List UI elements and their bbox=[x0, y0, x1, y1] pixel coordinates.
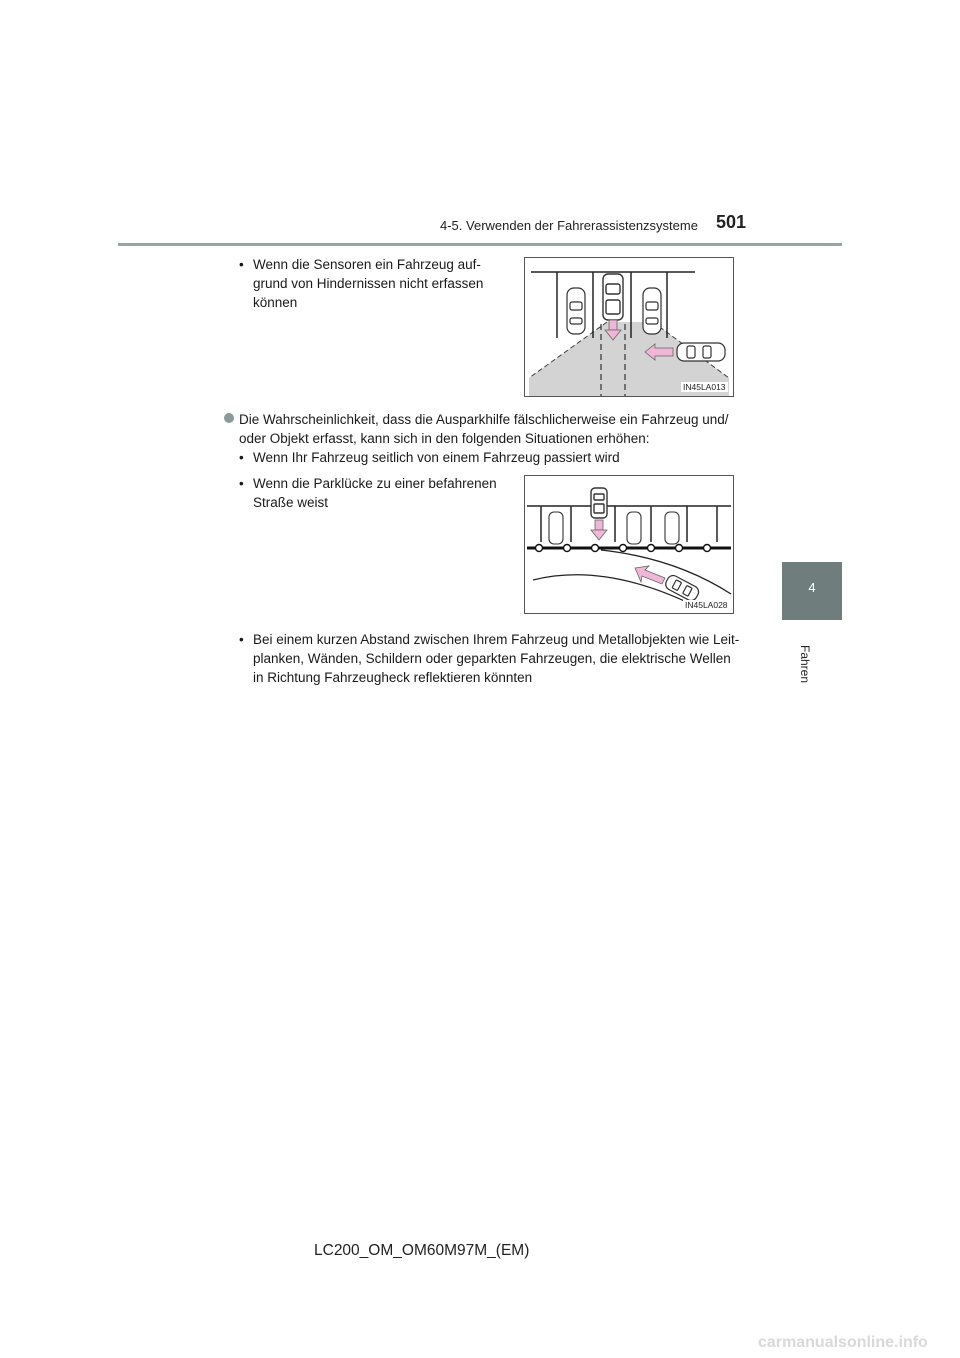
chapter-tab bbox=[782, 562, 842, 620]
own-car bbox=[591, 488, 607, 518]
watermark: carmanualsonline.info bbox=[758, 1334, 928, 1351]
figure-parking-sensors-blocked bbox=[524, 257, 734, 397]
bullet-1-line-3: können bbox=[253, 295, 298, 310]
paragraph-bullet bbox=[224, 413, 234, 423]
figure-2-drawing bbox=[525, 476, 733, 613]
parked-car-2 bbox=[627, 512, 641, 544]
chapter-label: Fahren bbox=[798, 645, 812, 684]
parked-car-left bbox=[567, 288, 585, 334]
chapter-number: 4 bbox=[808, 580, 816, 595]
approaching-car bbox=[677, 343, 725, 361]
figure-1-code: IN45LA013 bbox=[683, 382, 726, 392]
bullet-3-line-1: Wenn die Parklücke zu einer befahrenen bbox=[253, 476, 497, 491]
bullet-marker: • bbox=[239, 450, 244, 465]
reverse-arrow bbox=[591, 520, 607, 540]
approaching-car bbox=[664, 573, 701, 602]
bullet-4-line-3: in Richtung Fahrzeugheck reflektieren könnten bbox=[253, 670, 533, 685]
own-car bbox=[603, 274, 623, 320]
bullet-marker: • bbox=[239, 632, 244, 647]
bullet-3-line-2: Straße weist bbox=[253, 495, 329, 510]
parked-car-1 bbox=[549, 512, 563, 544]
page-number: 501 bbox=[716, 212, 747, 232]
bullet-4-line-1: Bei einem kurzen Abstand zwischen Ihrem Fahrzeug und Metallobjekten wie Leit- bbox=[253, 632, 740, 647]
figure-1-drawing bbox=[525, 258, 733, 396]
paragraph-line-2: oder Objekt erfasst, kann sich in den folgenden Situationen erhöhen: bbox=[239, 431, 650, 446]
parked-car-3 bbox=[665, 512, 679, 544]
bullet-marker: • bbox=[239, 257, 244, 272]
figure-2-code: IN45LA028 bbox=[685, 600, 728, 610]
bullet-marker: • bbox=[239, 476, 244, 491]
parked-car-right bbox=[643, 288, 661, 334]
figure-parking-toward-road bbox=[524, 475, 734, 614]
bullet-2-text: Wenn Ihr Fahrzeug seitlich von einem Fahrzeug passiert wird bbox=[253, 450, 620, 465]
paragraph-line-1: Die Wahrscheinlichkeit, dass die Ausparkhilfe fälschlicherweise ein Fahrzeug und/ bbox=[239, 412, 729, 427]
section-title: 4-5. Verwenden der Fahrerassistenzsysteme bbox=[440, 218, 698, 233]
bullet-4-line-2: planken, Wänden, Schildern oder geparkten Fahrzeugen, die elektrische Wellen bbox=[253, 651, 731, 666]
header-divider bbox=[118, 243, 842, 246]
bullet-1-line-1: Wenn die Sensoren ein Fahrzeug auf- bbox=[253, 257, 481, 272]
model-code: LC200_OM_OM60M97M_(EM) bbox=[314, 1242, 530, 1259]
bullet-1-line-2: grund von Hindernissen nicht erfassen bbox=[253, 276, 484, 291]
approach-arrow bbox=[635, 566, 665, 584]
